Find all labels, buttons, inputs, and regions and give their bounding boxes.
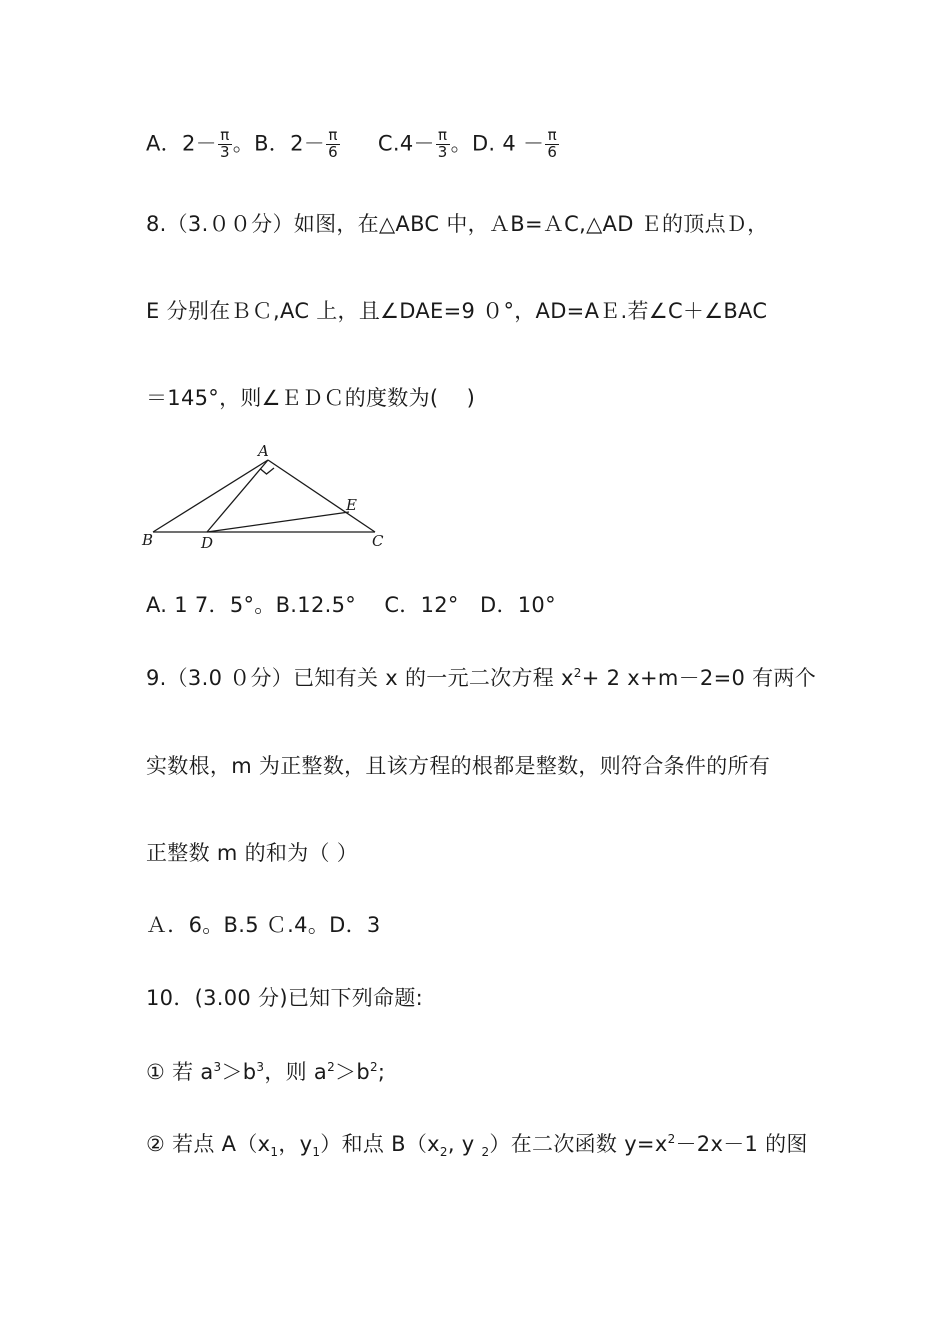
point-label-b: B <box>142 531 154 549</box>
point-label-e: E <box>346 496 357 514</box>
point-label-d: D <box>201 534 214 552</box>
q7-options <box>146 128 560 161</box>
q8-line-2: E 分别在ＢＣ,AC 上，且∠DAE=9 ０°，AD=AＥ.若∠C＋∠BAC <box>146 299 768 323</box>
q9-line-1: 9.（3.0 ０分）已知有关 x 的一元二次方程 $x^2+ 2$ x+m－2=0 有两个 <box>146 666 817 690</box>
q8-line-1: 8.（3.００分）如图，在△ABC 中，ＡB=ＡC,△AD Ｅ的顶点Ｄ， <box>146 212 769 236</box>
q7-option-c-fraction: $\frac{\pi}{3}$ <box>437 126 448 161</box>
q10-proposition-2: ② 若点 $A(x_1$，$y_1$）和点 $B(x_2$, y $_2$）在二次函数 $y=x^2-2x-1$ 的图 <box>146 1132 808 1160</box>
point-label-a: A <box>258 442 269 460</box>
q9-line-3: 正整数 m 的和为（ ） <box>146 841 359 865</box>
q7-option-b-fraction: $\frac{\pi}{6}$ <box>328 126 338 161</box>
segment-ab <box>153 460 268 532</box>
q9-options: Ａ．6。B.5 Ｃ.4。D．3 <box>146 913 381 937</box>
q10-proposition-1: ① 若 $a^3>b^3$，则 $a^2>b^2$; <box>146 1060 386 1084</box>
q7-option-d-fraction: $\frac{\pi}{6}$ <box>547 126 558 161</box>
q9-line-2: 实数根，m 为正整数，且该方程的根都是整数，则符合条件的所有 <box>146 754 771 778</box>
q7-option-c-prefix: C.4－ <box>377 131 435 156</box>
q7-option-b-prefix: 。B．2－ <box>232 131 326 156</box>
point-label-c: C <box>372 532 384 550</box>
q8-line-3: ＝145°，则∠ＥＤＣ的度数为( ) <box>146 386 476 410</box>
segment-de <box>207 512 349 532</box>
segment-ad <box>207 460 268 532</box>
q10-line-1: 10．(3.00 分)已知下列命题: <box>146 986 424 1010</box>
q8-triangle-figure <box>136 440 396 560</box>
right-angle-mark <box>261 468 275 474</box>
q7-option-a-fraction: $\frac{\pi}{3}$ <box>219 126 230 161</box>
q7-option-d-prefix: 。D. 4 － <box>450 131 545 156</box>
q8-options: A. 1 7．5°。B.12.5° C．12° D．10° <box>146 593 556 617</box>
q7-option-a-prefix: A．2－ <box>146 131 217 156</box>
